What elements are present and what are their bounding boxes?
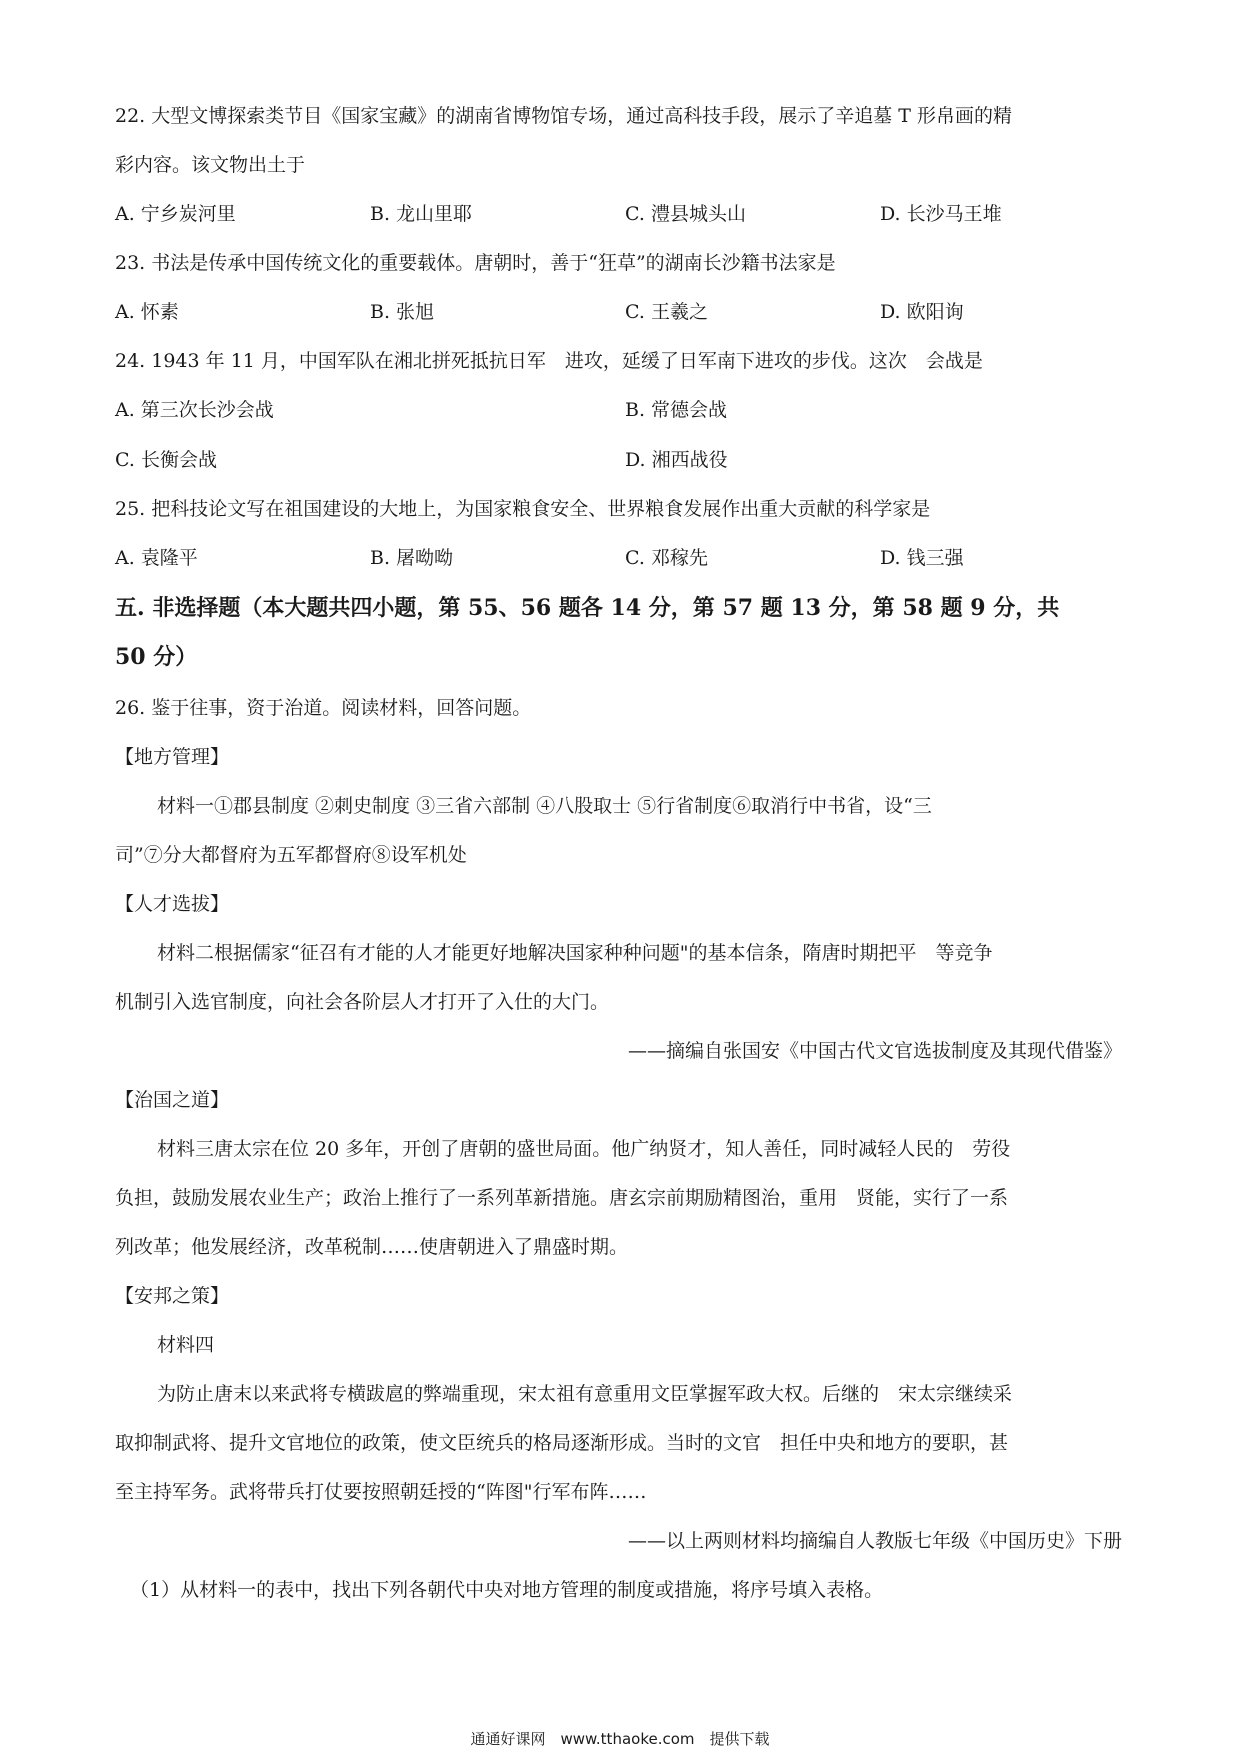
- q22-option-b: B. 龙山里耶: [370, 203, 473, 225]
- q23-option-c: C. 王羲之: [625, 301, 708, 323]
- q24-option-a: A. 第三次长沙会战: [115, 399, 274, 421]
- q22-option-d: D. 长沙马王堆: [880, 203, 1002, 225]
- q25-stem: 25. 把科技论文写在祖国建设的大地上，为国家粮食安全、世界粮食发展作出重大贡献的科学家是: [115, 498, 931, 520]
- material-one-line1: 材料一①郡县制度 ②刺史制度 ③三省六部制 ④八股取士 ⑤行省制度⑥取消行中书省，设“三: [157, 795, 932, 817]
- q24-option-d: D. 湘西战役: [625, 449, 728, 471]
- material-three-line1: 材料三唐太宗在位 20 多年，开创了唐朝的盛世局面。他广纳贤才，知人善任，同时减轻人民的 劳役: [157, 1138, 1011, 1160]
- q22-stem-line1: 22. 大型文博探索类节目《国家宝藏》的湖南省博物馆专场，通过高科技手段，展示了辛追墓 T 形帛画的精: [115, 105, 1013, 127]
- q24-option-b: B. 常德会战: [625, 399, 728, 421]
- q23-option-b: B. 张旭: [370, 301, 435, 323]
- q25-option-d: D. 钱三强: [880, 547, 964, 569]
- material-three-line2: 负担，鼓励发展农业生产；政治上推行了一系列革新措施。唐玄宗前期励精图治，重用 贤能，实行了一系: [115, 1187, 1009, 1209]
- q23-option-d: D. 欧阳询: [880, 301, 964, 323]
- q22-stem-line2: 彩内容。该文物出土于: [115, 154, 306, 176]
- q26-stem: 26. 鉴于往事，资于治道。阅读材料，回答问题。: [115, 697, 532, 719]
- material-four-line3: 至主持军务。武将带兵打仗要按照朝廷授的“阵图"行军布阵……: [115, 1481, 647, 1503]
- q25-option-b: B. 屠呦呦: [370, 547, 454, 569]
- q24-stem: 24. 1943 年 11 月，中国军队在湘北拼死抵抗日军 进攻，延缓了日军南下进攻的步伐。这次 会战是: [115, 350, 983, 372]
- q25-option-a: A. 袁隆平: [115, 547, 198, 569]
- material-one-line2: 司”⑦分大都督府为五军都督府⑧设军机处: [115, 844, 467, 866]
- q22-option-a: A. 宁乡炭河里: [115, 203, 236, 225]
- materials-three-four-source: ——以上两则材料均摘编自人教版七年级《中国历史》下册: [627, 1530, 1122, 1552]
- q25-option-c: C. 邓稼先: [625, 547, 708, 569]
- heading-state-security: 【安邦之策】: [115, 1285, 230, 1307]
- section-five-title-line2: 50 分）: [115, 644, 198, 670]
- material-four-line1: 为防止唐末以来武将专横跋扈的弊端重现，宋太祖有意重用文臣掌握军政大权。后继的 宋太宗继续采: [157, 1383, 1013, 1405]
- q24-option-c: C. 长衡会战: [115, 449, 217, 471]
- material-two-source: ——摘编自张国安《中国古代文官选拔制度及其现代借鉴》: [627, 1040, 1122, 1062]
- heading-talent-selection: 【人才选拔】: [115, 893, 230, 915]
- page-footer: 通通好课网 www.tthaoke.com 提供下载: [470, 1730, 770, 1748]
- q22-option-c: C. 澧县城头山: [625, 203, 746, 225]
- material-two-line1: 材料二根据儒家“征召有才能的人才能更好地解决国家种种问题"的基本信条，隋唐时期把平 等竞争: [157, 942, 993, 964]
- heading-local-administration: 【地方管理】: [115, 746, 230, 768]
- material-two-line2: 机制引入选官制度，向社会各阶层人才打开了入仕的大门。: [115, 991, 610, 1013]
- heading-governance: 【治国之道】: [115, 1089, 230, 1111]
- q23-stem: 23. 书法是传承中国传统文化的重要载体。唐朝时，善于“狂草”的湖南长沙籍书法家是: [115, 252, 836, 274]
- q26-subquestion-1: （1）从材料一的表中，找出下列各朝代中央对地方管理的制度或措施，将序号填入表格。: [130, 1579, 884, 1601]
- q23-option-a: A. 怀素: [115, 301, 179, 323]
- material-four-line2: 取抑制武将、提升文官地位的政策，使文臣统兵的格局逐渐形成。当时的文官 担任中央和地方的要职，甚: [115, 1432, 1009, 1454]
- material-four-title: 材料四: [157, 1334, 215, 1356]
- section-five-title-line1: 五. 非选择题（本大题共四小题，第 55、56 题各 14 分，第 57 题 13 分，第 58 题 9 分，共: [115, 595, 1060, 621]
- material-three-line3: 列改革；他发展经济，改革税制……使唐朝进入了鼎盛时期。: [115, 1236, 629, 1258]
